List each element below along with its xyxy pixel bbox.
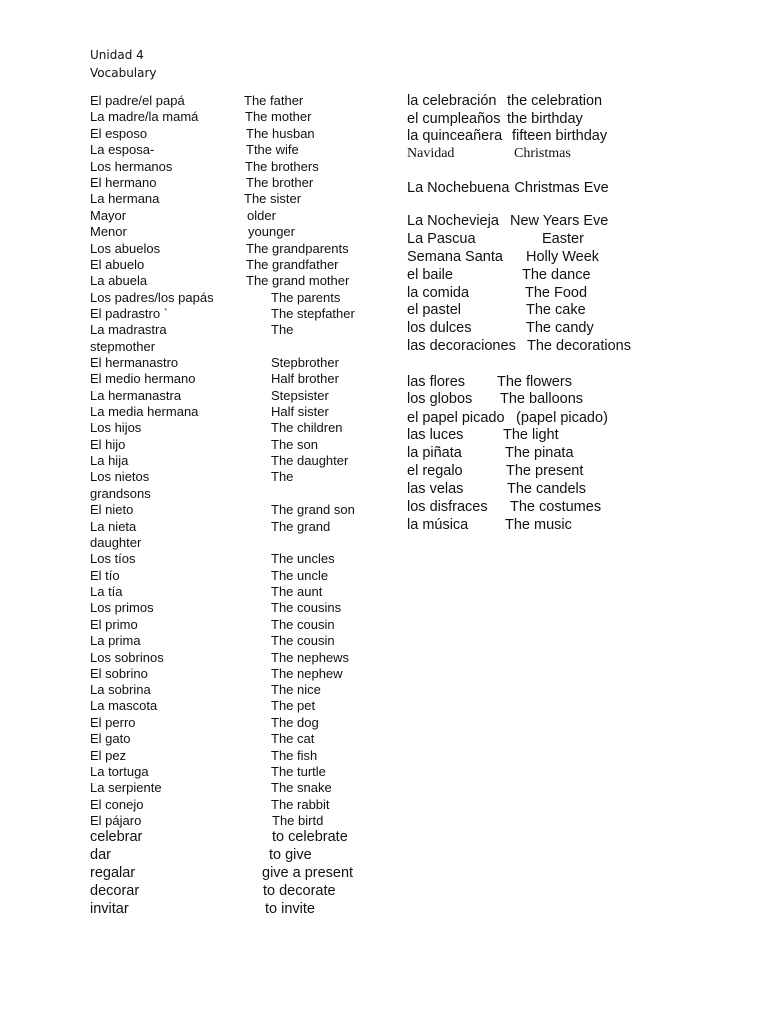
spanish-term: La Pascua xyxy=(407,231,476,247)
spanish-term: regalar xyxy=(90,865,136,881)
spanish-term: Los abuelos xyxy=(90,241,161,256)
english-term: The uncle xyxy=(271,568,329,583)
english-term: The husban xyxy=(246,126,315,141)
spanish-term: la piñata xyxy=(407,445,462,461)
english-term: The candy xyxy=(526,320,594,336)
spanish-term: los globos xyxy=(407,391,473,407)
english-term: the birthday xyxy=(507,111,583,127)
english-term: The snake xyxy=(271,780,332,795)
english-term: The pet xyxy=(271,698,316,713)
english-term: The rabbit xyxy=(271,797,330,812)
spanish-term: La esposa- xyxy=(90,142,155,157)
spanish-term: Los primos xyxy=(90,600,154,615)
english-term: The fish xyxy=(271,748,318,763)
spanish-term: el regalo xyxy=(407,463,463,479)
english-term: The daughter xyxy=(271,453,349,468)
english-term: Christmas Eve xyxy=(514,180,609,196)
spanish-term: El nieto xyxy=(90,502,134,517)
spanish-term: La hija xyxy=(90,453,129,468)
english-term: older xyxy=(247,208,276,223)
english-term: The balloons xyxy=(500,391,584,407)
spanish-term: El abuelo xyxy=(90,257,145,272)
english-term: The mother xyxy=(245,109,312,124)
english-term: The xyxy=(271,322,294,337)
spanish-term: El pájaro xyxy=(90,813,142,828)
english-term: The father xyxy=(244,93,304,108)
spanish-term: Navidad xyxy=(407,146,455,161)
spanish-term: el pastel xyxy=(407,302,462,318)
spanish-term: El primo xyxy=(90,617,138,632)
spanish-term: Semana Santa xyxy=(407,249,503,265)
english-term: the celebration xyxy=(507,93,603,109)
spanish-term: El conejo xyxy=(90,797,144,812)
spanish-term: las luces xyxy=(407,427,464,443)
spanish-term: decorar xyxy=(90,883,140,899)
english-term: The grandparents xyxy=(246,241,349,256)
english-term: The brother xyxy=(246,175,314,190)
english-term: The nephews xyxy=(271,650,350,665)
spanish-term: stepmother xyxy=(90,339,156,354)
english-term: The cousin xyxy=(271,617,335,632)
english-term: The son xyxy=(271,437,318,452)
english-term: The music xyxy=(505,517,572,533)
spanish-term: El tío xyxy=(90,568,120,583)
english-term: to invite xyxy=(265,901,315,917)
spanish-term: El pez xyxy=(90,748,127,763)
spanish-term: El hermanastro xyxy=(90,355,179,370)
english-term: The dance xyxy=(522,267,591,283)
english-term: The candels xyxy=(507,481,586,497)
spanish-term: La madre/la mamá xyxy=(90,109,199,124)
spanish-term: la música xyxy=(407,517,469,533)
spanish-term: las decoraciones xyxy=(407,338,516,354)
english-term: The Food xyxy=(525,285,588,301)
english-term: Holly Week xyxy=(526,249,600,265)
spanish-term: El hijo xyxy=(90,437,126,452)
right-vocab-row xyxy=(407,180,609,196)
spanish-term: Los tíos xyxy=(90,551,136,566)
english-term: The light xyxy=(503,427,559,443)
english-term: The turtle xyxy=(271,764,326,779)
spanish-term: El medio hermano xyxy=(90,371,196,386)
spanish-term: La tortuga xyxy=(90,764,149,779)
english-term: The xyxy=(271,469,294,484)
vocabulary-heading: Vocabulary xyxy=(90,66,157,80)
english-term: The brothers xyxy=(245,159,319,174)
spanish-term: El gato xyxy=(90,731,131,746)
spanish-term: La mascota xyxy=(90,698,158,713)
spanish-term: El hermano xyxy=(90,175,157,190)
spanish-term: daughter xyxy=(90,535,142,550)
english-term: Tthe wife xyxy=(246,142,299,157)
spanish-term: las velas xyxy=(407,481,464,497)
english-term: The grand son xyxy=(271,502,355,517)
spanish-term: los dulces xyxy=(407,320,472,336)
spanish-term: La madrastra xyxy=(90,322,167,337)
english-term: Stepsister xyxy=(271,388,329,403)
english-term: The flowers xyxy=(497,374,572,390)
spanish-term: Los hijos xyxy=(90,420,142,435)
spanish-term: Mayor xyxy=(90,208,127,223)
english-term: The nephew xyxy=(271,666,343,681)
english-term: The cake xyxy=(526,302,586,318)
english-term: The uncles xyxy=(271,551,335,566)
spanish-term: La Nochebuena xyxy=(407,180,510,196)
english-term: Half sister xyxy=(271,404,329,419)
spanish-term: El esposo xyxy=(90,126,148,141)
english-term: Easter xyxy=(542,231,584,247)
english-term: The grand mother xyxy=(246,273,350,288)
spanish-term: La sobrina xyxy=(90,682,151,697)
english-term: The nice xyxy=(271,682,321,697)
english-term: The present xyxy=(506,463,584,479)
spanish-term: La nieta xyxy=(90,519,137,534)
english-term: The birtd xyxy=(272,813,324,828)
english-term: younger xyxy=(248,224,295,239)
english-term: give a present xyxy=(262,865,354,881)
spanish-term: La Nochevieja xyxy=(407,213,499,229)
spanish-term: La media hermana xyxy=(90,404,199,419)
spanish-term: Los sobrinos xyxy=(90,650,164,665)
unit-heading: Unidad 4 xyxy=(90,48,144,62)
english-term: to give xyxy=(269,847,312,863)
spanish-term: Los hermanos xyxy=(90,159,173,174)
english-term: New Years Eve xyxy=(510,213,609,229)
english-term: The sister xyxy=(244,191,302,206)
english-term: The decorations xyxy=(527,338,631,354)
english-term: Christmas xyxy=(514,146,571,161)
spanish-term: la quinceañera xyxy=(407,128,503,144)
spanish-term: La tía xyxy=(90,584,123,599)
english-term: Stepbrother xyxy=(271,355,339,370)
english-term: The aunt xyxy=(271,584,323,599)
spanish-term: La serpiente xyxy=(90,780,162,795)
spanish-term: Los padres/los papás xyxy=(90,290,214,305)
english-term: The stepfather xyxy=(271,306,355,321)
english-term: The cousins xyxy=(271,600,342,615)
spanish-term: La hermana xyxy=(90,191,160,206)
spanish-term: Menor xyxy=(90,224,127,239)
spanish-term: La abuela xyxy=(90,273,148,288)
spanish-term: El perro xyxy=(90,715,136,730)
english-term: The cousin xyxy=(271,633,335,648)
spanish-term: la celebración xyxy=(407,93,497,109)
english-term: to celebrate xyxy=(272,829,348,845)
spanish-term: Los nietos xyxy=(90,469,150,484)
spanish-term: la comida xyxy=(407,285,470,301)
spanish-term: el cumpleaños xyxy=(407,111,501,127)
english-term: The cat xyxy=(271,731,315,746)
spanish-term: El sobrino xyxy=(90,666,148,681)
english-term: The parents xyxy=(271,290,341,305)
english-term: The children xyxy=(271,420,343,435)
english-term: The pinata xyxy=(505,445,574,461)
english-term: The grand xyxy=(271,519,331,534)
spanish-term: La hermanastra xyxy=(90,388,182,403)
spanish-term: el baile xyxy=(407,267,453,283)
english-term: (papel picado) xyxy=(516,410,608,426)
spanish-term: El padrastro ` xyxy=(90,306,169,321)
english-term: The grandfather xyxy=(246,257,339,272)
spanish-term: los disfraces xyxy=(407,499,488,515)
spanish-term: dar xyxy=(90,847,111,863)
english-term: The costumes xyxy=(510,499,602,515)
spanish-term: las flores xyxy=(407,374,466,390)
english-term: Half brother xyxy=(271,371,339,386)
english-term: The dog xyxy=(271,715,319,730)
spanish-term: El padre/el papá xyxy=(90,93,185,108)
spanish-term: grandsons xyxy=(90,486,151,501)
english-term: to decorate xyxy=(263,883,336,899)
english-term: fifteen birthday xyxy=(512,128,608,144)
spanish-term: invitar xyxy=(90,901,129,917)
spanish-term: el papel picado xyxy=(407,410,505,426)
spanish-term: celebrar xyxy=(90,829,143,845)
spanish-term: La prima xyxy=(90,633,141,648)
